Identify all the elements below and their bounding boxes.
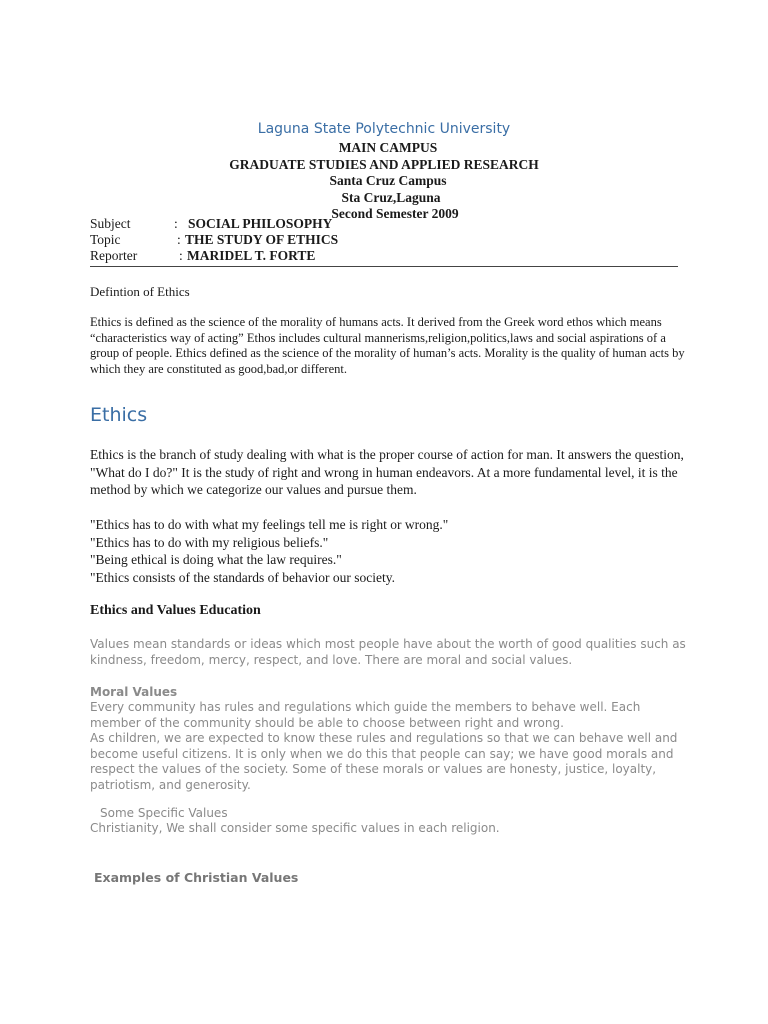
campus-name: MAIN CAMPUS bbox=[338, 140, 438, 155]
topic-separator: : bbox=[177, 232, 181, 247]
values-education-paragraph: Values mean standards or ideas which most people have about the worth of good qualities such as kindness, freedom, mercy, respect, and love. There are moral and social values. bbox=[90, 637, 686, 667]
moral-values-heading: Moral Values bbox=[90, 685, 178, 699]
topic-row bbox=[90, 232, 678, 248]
ethics-paragraph: Ethics is the branch of study dealing with what is the proper course of action for man. It answers the question, "What do I do?" It is the study of right and wrong in human endeavors. At a more fundamental level, it is the method by which we categorize our values and pursue them. bbox=[90, 447, 684, 497]
reporter-label: Reporter bbox=[90, 248, 138, 263]
specific-values-paragraph: Christianity, We shall consider some specific values in each religion. bbox=[90, 821, 500, 835]
ethics-heading: Ethics bbox=[90, 404, 148, 426]
definition-heading: Defintion of Ethics bbox=[90, 284, 190, 299]
document-header bbox=[0, 118, 768, 223]
quote-item: "Being ethical is doing what the law requires." bbox=[90, 552, 342, 567]
moral-values-paragraph-2: As children, we are expected to know these rules and regulations so that we can behave well and become useful citizens. It is only when we do this that people can say; we have good morals and respect the values of the society. Some of these morals or values are honesty, justice, loyalty, patriotism, and generosity. bbox=[90, 731, 678, 792]
quote-item: "Ethics consists of the standards of behavior our society. bbox=[90, 569, 395, 585]
ethics-quotes-list bbox=[90, 516, 685, 586]
sub-campus-name: Santa Cruz Campus bbox=[329, 173, 447, 188]
quote-item: "Ethics has to do with my religious beliefs." bbox=[90, 534, 329, 550]
reporter-value: MARIDEL T. FORTE bbox=[187, 248, 316, 263]
header-divider bbox=[90, 266, 678, 267]
report-meta bbox=[90, 216, 678, 264]
location-text: Sta Cruz,Laguna bbox=[341, 189, 441, 205]
reporter-separator: : bbox=[179, 248, 183, 263]
quote-item: "Ethics has to do with what my feelings tell me is right or wrong." bbox=[90, 517, 449, 532]
topic-value: THE STUDY OF ETHICS bbox=[185, 232, 339, 247]
semester-text: Second Semester 2009 bbox=[331, 206, 459, 221]
definition-paragraph: Ethics is defined as the science of the morality of humans acts. It derived from the Greek word ethos which means “characteristics way of acting” Ethos includes cultural mannerisms,religion,politics,laws and social aspirations of a group of people. Ethics defined as the science of the morality of human’s acts. Morality is the quality of human acts by which they are constituted as good,bad,or different. bbox=[90, 315, 685, 376]
university-name: Laguna State Polytechnic University bbox=[257, 121, 511, 137]
moral-values-paragraph-1: Every community has rules and regulations which guide the members to behave well. Each member of the community should be able to choose between right and wrong. bbox=[90, 700, 641, 730]
department-name: GRADUATE STUDIES AND APPLIED RESEARCH bbox=[229, 156, 539, 172]
subject-separator: : bbox=[174, 216, 178, 231]
subject-row bbox=[90, 216, 678, 232]
specific-values-heading: Some Specific Values bbox=[100, 806, 228, 820]
christian-values-heading: Examples of Christian Values bbox=[94, 870, 299, 885]
values-education-heading: Ethics and Values Education bbox=[90, 603, 261, 618]
subject-value: SOCIAL PHILOSOPHY bbox=[188, 216, 333, 231]
subject-label: Subject bbox=[90, 216, 131, 231]
topic-label: Topic bbox=[90, 232, 121, 247]
reporter-row bbox=[90, 248, 678, 264]
